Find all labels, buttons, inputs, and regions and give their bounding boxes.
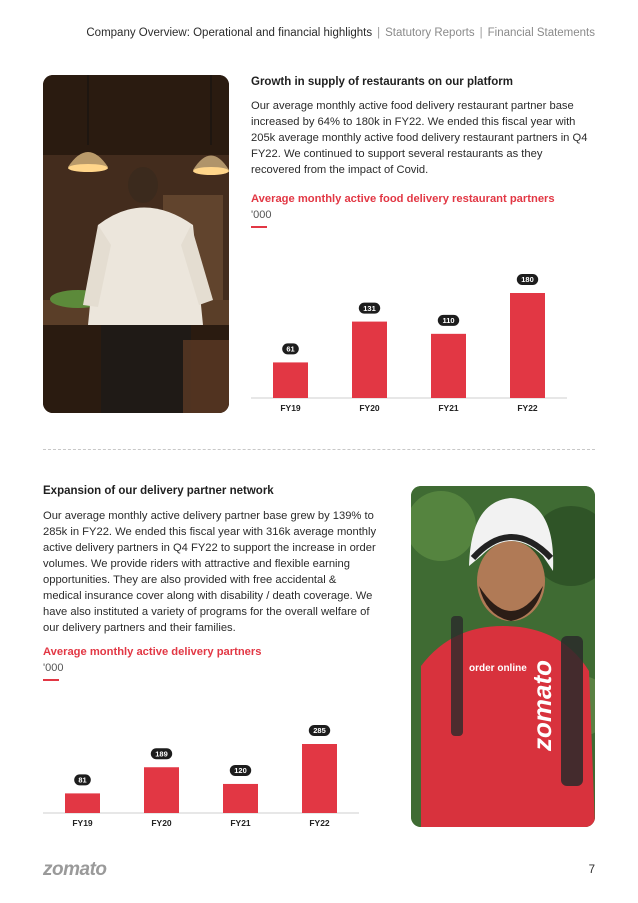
header-section-statutory[interactable]: Statutory Reports <box>385 27 475 39</box>
data-label: 285 <box>313 726 326 736</box>
header-separator: | <box>377 27 381 39</box>
delivery-partner-photo <box>411 486 595 827</box>
x-tick-label: FY19 <box>72 818 93 828</box>
paragraph-line: volumes. We provide riders with attractive and flexible earning <box>43 558 350 570</box>
restaurants-heading: Growth in supply of restaurants on our platform <box>251 76 513 88</box>
bar <box>352 322 387 398</box>
x-tick-label: FY20 <box>359 403 380 413</box>
bar <box>273 362 308 398</box>
bar <box>144 767 179 813</box>
header-section-active[interactable]: Company Overview: Operational and financial highlights <box>86 27 373 39</box>
chart2-unit: '000 <box>43 662 64 674</box>
delivery-paragraph <box>43 508 403 636</box>
paragraph-line: medical insurance cover along with disability / death coverage. We <box>43 590 373 602</box>
report-header <box>86 27 595 39</box>
data-label: 120 <box>234 766 247 776</box>
header-section-financial[interactable]: Financial Statements <box>487 27 595 39</box>
section-divider <box>43 449 595 450</box>
x-tick-label: FY20 <box>151 818 172 828</box>
zomato-logo: zomato <box>43 859 107 880</box>
paragraph-line: 285k in FY22. We ended this fiscal year with 316k average monthly <box>43 526 377 538</box>
paragraph-line: recovered from the impact of Covid. <box>251 164 429 176</box>
chart2-delivery-partners <box>43 700 343 835</box>
chart2-accent-line <box>43 679 59 681</box>
bar <box>431 334 466 398</box>
paragraph-line: our delivery partners and their families. <box>43 622 236 634</box>
header-separator: | <box>479 27 483 39</box>
bar <box>302 744 337 813</box>
paragraph-line: Our average monthly active food delivery restaurant partner base <box>251 100 574 112</box>
data-label: 81 <box>78 775 87 785</box>
data-label: 61 <box>286 344 295 354</box>
chart1-unit: '000 <box>251 209 272 221</box>
paragraph-line: FY22. We continued to support several restaurants as they <box>251 148 543 160</box>
page-number: 7 <box>588 864 595 876</box>
data-label: 180 <box>521 275 534 285</box>
paragraph-line: Our average monthly active delivery partner base grew by 139% to <box>43 510 374 522</box>
chart1-restaurant-partners <box>251 240 551 420</box>
x-tick-label: FY19 <box>280 403 301 413</box>
paragraph-line: 205k average monthly active food delivery restaurant partners in Q4 <box>251 132 588 144</box>
chart1-accent-line <box>251 226 267 228</box>
restaurants-paragraph <box>251 98 601 178</box>
delivery-heading: Expansion of our delivery partner network <box>43 485 274 497</box>
data-label: 131 <box>363 303 376 313</box>
paragraph-line: increased by 64% to 180k in FY22. We ended this fiscal year with <box>251 116 576 128</box>
bar <box>65 793 100 813</box>
x-tick-label: FY21 <box>438 403 459 413</box>
bar <box>223 784 258 813</box>
rider-shirt-order-text: order online <box>469 663 527 674</box>
data-label: 189 <box>155 749 168 759</box>
x-tick-label: FY22 <box>517 403 538 413</box>
x-tick-label: FY22 <box>309 818 330 828</box>
chart1-title: Average monthly active food delivery restaurant partners <box>251 193 555 205</box>
chart2-title: Average monthly active delivery partners <box>43 646 262 658</box>
x-tick-label: FY21 <box>230 818 251 828</box>
bar <box>510 293 545 398</box>
chef-photo <box>43 75 229 413</box>
data-label: 110 <box>442 316 455 326</box>
paragraph-line: have also instituted a variety of programs for the overall welfare of <box>43 606 370 618</box>
rider-shirt-logo: zomato <box>527 660 557 751</box>
paragraph-line: active delivery partners in Q4 FY22 to support the increase in order <box>43 542 376 554</box>
paragraph-line: opportunities. They are also provided with free accidental & <box>43 574 337 586</box>
